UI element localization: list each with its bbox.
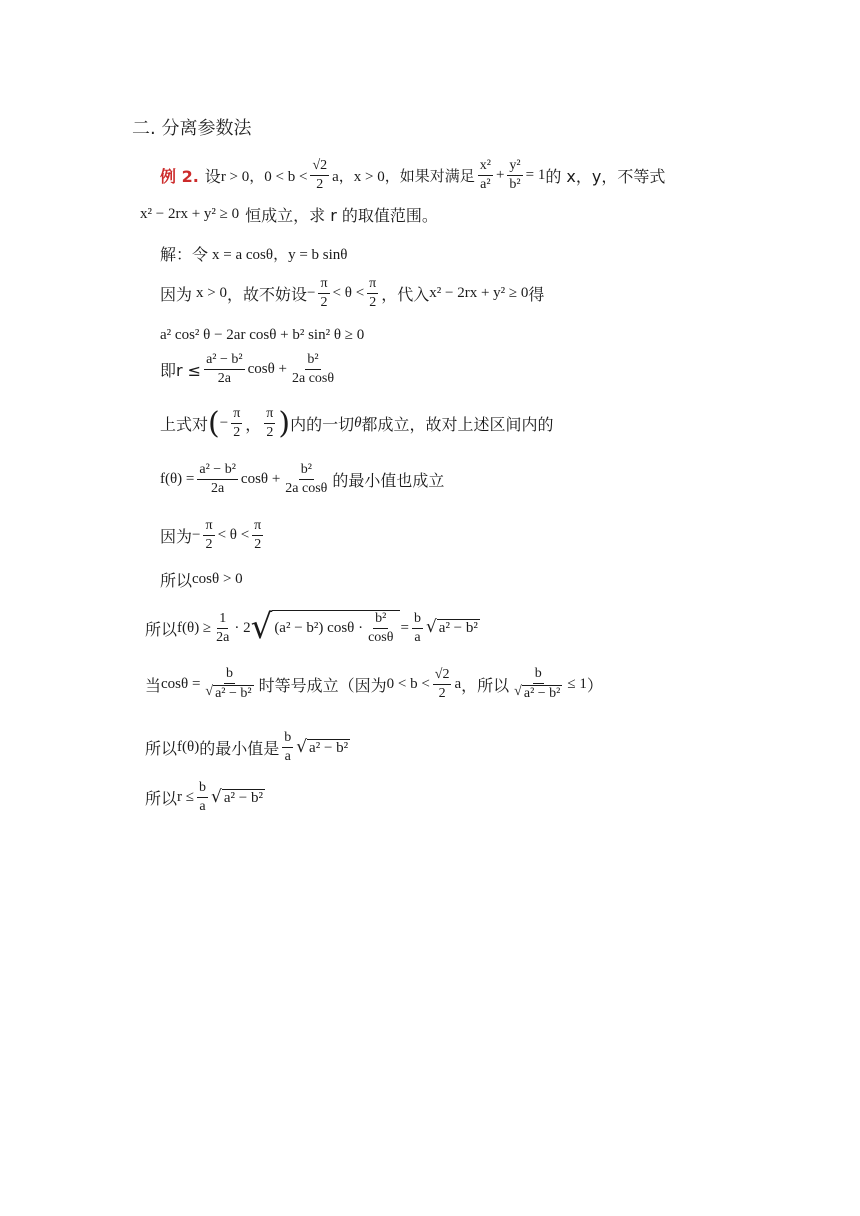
num: a² − b² — [204, 352, 245, 370]
fraction — [283, 462, 329, 497]
math: − — [219, 415, 229, 432]
example-label: 例 2. — [160, 167, 199, 187]
num: b² — [373, 611, 388, 629]
solution-line-2 — [160, 276, 544, 311]
num: a² − b² — [197, 462, 238, 480]
math: x² − 2rx + y² ≥ 0 — [140, 206, 240, 222]
solution-line-4 — [160, 352, 339, 387]
radical: √ — [211, 786, 222, 807]
radicand: a² − b² — [223, 789, 263, 806]
radicand: a² − b² — [438, 620, 478, 637]
fraction — [367, 276, 378, 311]
example-line-1 — [160, 158, 665, 193]
num: √2 — [433, 667, 452, 685]
text: 的 x，y，不等式 — [545, 167, 666, 187]
den: 2a — [216, 629, 230, 645]
math: − — [307, 285, 316, 302]
text: ， — [245, 415, 262, 435]
den: 2a cosθ — [285, 481, 328, 497]
den: 2 — [438, 685, 446, 701]
num: π — [252, 518, 263, 536]
paren: ) — [278, 405, 291, 441]
fraction — [197, 462, 238, 497]
math: · 2 — [234, 619, 251, 636]
radical: √ — [514, 684, 522, 700]
text: 内的一切 — [290, 415, 355, 435]
text: 所以 — [160, 571, 193, 590]
math: < θ < — [332, 285, 365, 302]
den: a² — [480, 177, 491, 193]
paren: ( — [208, 405, 220, 441]
text: 即r ≤ — [160, 361, 202, 381]
math: f(θ) = — [160, 471, 195, 488]
math: cosθ > 0 — [192, 571, 243, 587]
den: 2a — [217, 371, 231, 387]
sqrt — [514, 685, 562, 702]
math: r > 0，0 < b < — [220, 169, 308, 186]
num: b² — [299, 462, 314, 480]
num: π — [264, 406, 275, 424]
text: 都成立，故对上述区间内的 — [361, 415, 554, 435]
text: 所以 — [145, 619, 178, 639]
den: 2 — [233, 425, 241, 441]
num: √2 — [310, 158, 329, 176]
fraction — [264, 406, 275, 441]
fraction — [507, 158, 522, 193]
text: ） — [586, 675, 603, 695]
den: a — [284, 749, 291, 765]
fraction — [433, 667, 452, 702]
solution-line-12 — [145, 780, 265, 815]
example-line-2 — [140, 203, 438, 226]
num: b² — [305, 352, 320, 370]
text: ，所以 — [461, 675, 510, 695]
math: = 1 — [525, 167, 546, 184]
fraction — [204, 352, 245, 387]
math: f(θ) — [177, 739, 200, 756]
solution-line-6 — [160, 462, 444, 497]
den: cosθ — [368, 630, 394, 646]
text: ，故不妨设 — [226, 285, 307, 305]
sqrt — [296, 736, 350, 757]
math: a，x > 0，如果对满足 — [332, 169, 475, 186]
text: 所以 — [145, 739, 178, 759]
math: cosθ + — [247, 361, 287, 378]
text: 上式对 — [160, 415, 209, 435]
den — [203, 684, 255, 702]
fraction — [282, 730, 293, 765]
num: b — [197, 780, 208, 798]
num: π — [318, 276, 329, 294]
math: = — [400, 619, 409, 636]
text: 因为 — [160, 527, 193, 547]
fraction — [412, 611, 423, 646]
fraction — [366, 611, 395, 646]
text: 时等号成立（因为 — [258, 675, 387, 695]
radicand — [272, 610, 400, 646]
den: 2a cosθ — [291, 371, 335, 387]
num: b — [282, 730, 293, 748]
text: 的最小值是 — [199, 739, 280, 759]
math: x > 0 — [196, 285, 227, 302]
radical: √ — [296, 736, 308, 757]
solution-line-5 — [160, 406, 554, 441]
radical: √ — [425, 617, 437, 638]
num: 1 — [217, 611, 228, 629]
fraction — [203, 666, 255, 702]
radical: √ — [205, 684, 214, 700]
fraction — [214, 611, 231, 646]
solution-line-7 — [160, 518, 266, 553]
num: b — [533, 666, 544, 684]
text: 解：令 — [160, 245, 209, 264]
math: cosθ + — [240, 471, 281, 488]
den: 2 — [266, 425, 274, 441]
sqrt — [211, 786, 265, 807]
den: 2 — [316, 177, 324, 193]
den: 2 — [369, 295, 377, 311]
fraction — [310, 158, 329, 193]
radicand: a² − b² — [309, 739, 349, 756]
math: < θ < — [217, 527, 250, 544]
math: x = a cosθ，y = b sinθ — [212, 247, 348, 263]
math: ≤ 1 — [567, 675, 587, 692]
math: a — [454, 675, 462, 692]
math: − — [192, 527, 201, 544]
radical: √ — [250, 607, 273, 647]
den: 2 — [254, 537, 262, 553]
num: π — [203, 518, 214, 536]
text: 恒成立，求 r 的取值范围。 — [245, 206, 438, 225]
radicand: a² − b² — [215, 686, 252, 702]
den: a — [414, 629, 421, 645]
sqrt — [205, 685, 253, 702]
math: cosθ = — [161, 675, 201, 692]
radicand: a² − b² — [523, 686, 561, 702]
fraction — [197, 780, 208, 815]
section-title: 二. 分离参数法 — [132, 118, 252, 139]
num: π — [367, 276, 378, 294]
fraction — [203, 518, 214, 553]
math: a² cos² θ − 2ar cosθ + b² sin² θ ≥ 0 — [160, 327, 365, 343]
fraction — [252, 518, 263, 553]
text: ，代入 — [381, 285, 430, 305]
math: 0 < b < — [386, 675, 430, 692]
text: 因为 — [160, 285, 193, 305]
text: 当 — [145, 675, 162, 695]
solution-line-11 — [145, 730, 350, 765]
fraction — [478, 158, 493, 193]
solution-line-1 — [160, 242, 347, 265]
num: b — [224, 666, 235, 684]
den: 2 — [205, 537, 213, 553]
num: x² — [478, 158, 493, 176]
solution-line-3 — [160, 327, 364, 344]
math: (a² − b²) cosθ · — [274, 620, 364, 637]
num: π — [231, 406, 242, 424]
fraction — [318, 276, 329, 311]
fraction — [290, 352, 336, 387]
solution-line-9 — [145, 607, 480, 647]
math: θ — [354, 415, 362, 432]
sqrt — [250, 607, 401, 647]
fraction — [231, 406, 242, 441]
text: 得 — [528, 285, 545, 305]
den — [512, 684, 564, 702]
math: + — [495, 167, 505, 184]
den: b² — [509, 177, 521, 193]
den: 2 — [320, 295, 328, 311]
sqrt — [426, 619, 480, 637]
math: f(θ) ≥ — [177, 619, 212, 636]
text: 所以 — [145, 789, 178, 809]
fraction — [512, 666, 564, 702]
math: r ≤ — [177, 789, 194, 806]
num: b — [412, 611, 423, 629]
text: 设 — [204, 167, 221, 187]
text: 的最小值也成立 — [332, 471, 445, 491]
math: x² − 2rx + y² ≥ 0 — [429, 285, 529, 302]
solution-line-8 — [160, 568, 243, 591]
solution-line-10 — [145, 666, 603, 702]
num: y² — [507, 158, 522, 176]
den: 2a — [211, 481, 225, 497]
den: a — [199, 799, 206, 815]
